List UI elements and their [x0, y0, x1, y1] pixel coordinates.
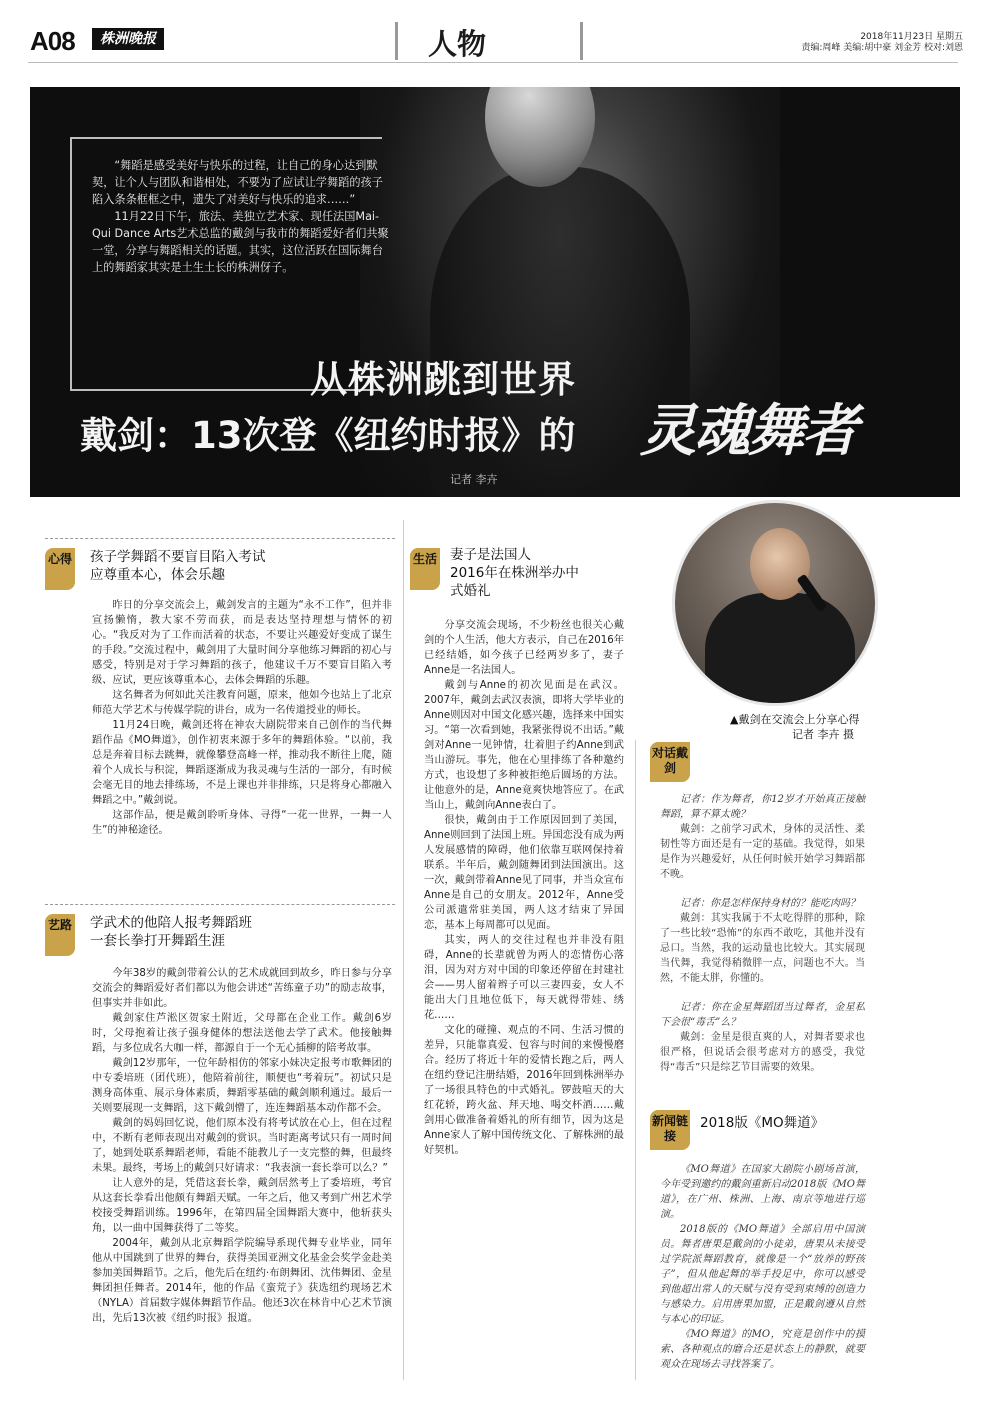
- paragraph: 戴剑12岁那年，一位年龄相仿的邻家小妹决定报考市歌舞团的中专委培班（团代班），他陪着前往，顺便也“考着玩”。初试只是测身高体重、展示身体素质，舞蹈零基础的戴剑顺利通过。最后一关则要展现一支舞蹈，这下戴剑懵了，连连舞蹈基本动作都不会。: [92, 1058, 392, 1114]
- paragraph: 戴剑家住芦淞区贺家土附近，父母都在企业工作。戴剑6岁时，父母抱着让孩子强身健体的想法送他去学了武术。他接触舞蹈，与多位成名大咖一样，都源自于一个无心插柳的陪考故事。: [92, 1013, 392, 1054]
- section-rule: [45, 538, 395, 540]
- masthead-logo: 株洲晚报: [92, 28, 164, 50]
- subhead-yilu: [90, 914, 390, 950]
- section-tag-xinwen: 新闻链接: [650, 1110, 690, 1150]
- headline-line2: 戴剑：13次登《纽约时报》的: [80, 414, 576, 457]
- paragraph: 《MO舞道》在国家大剧院小剧场首演，今年受到邀约的戴剑重新启动2018版《MO舞道》，在广州、株洲、上海、南京等地进行巡演。: [660, 1164, 865, 1220]
- subhead-line: 2016年在株洲举办中: [450, 565, 579, 581]
- reporter-byline: 记者 李卉: [450, 473, 498, 486]
- headline-line1: 从株洲跳到世界: [310, 358, 576, 401]
- subhead-line: 孩子学舞蹈不要盲目陷入考试: [90, 549, 266, 565]
- paragraph: 很快，戴剑由于工作原因回到了美国，Anne则回到了法国上班。异国恋没有成为两人发展感情的障碍，他们依靠互联网保持着联系。半年后，戴剑随舞团到法国演出。这一次，戴剑带着Anne见了同事，并当众宣布Anne是自己的女朋友。2012年，Anne受公司派遣常驻美国，两人这才结束了异国恋，基本上每周都可以见面。: [424, 815, 624, 931]
- portrait-photo: [672, 500, 878, 706]
- section-tag-shenghuo: 生活: [410, 548, 440, 590]
- header-rule: [28, 62, 958, 63]
- paragraph: 分享交流会现场，不少粉丝也很关心戴剑的个人生活，他大方表示，自己在2016年已经结婚，如今孩子已经两岁多了，妻子Anne是一名法国人。: [424, 620, 624, 676]
- section-tag-duihua: 对话戴剑: [650, 742, 690, 782]
- subhead-line: 应尊重本心，体会乐趣: [90, 567, 225, 583]
- subhead-line: 式婚礼: [450, 583, 491, 599]
- interview-answer: 戴剑：之前学习武术，身体的灵活性、柔韧性等方面还是有一定的基础。我觉得，如果是作为兴趣爱好，从任何时候开始学习舞蹈都不晚。: [660, 824, 865, 880]
- paragraph: 《MO舞道》的MO，究竟是创作中的摸索、各种观点的磨合还是状态上的静默，就要观众在现场去寻找答案了。: [660, 1329, 865, 1370]
- editor-credits: 责编:周峰 美编:胡中豪 刘金芳 校对:刘恩: [801, 43, 963, 53]
- interview-question: 记者：作为舞者，你12岁才开始真正接触舞蹈，算不算太晚？: [660, 794, 865, 820]
- section-tag-yilu: 艺路: [45, 914, 75, 956]
- paragraph: 文化的碰撞、观点的不同、生活习惯的差异，只能靠真爱、包容与时间的来慢慢磨合。经历了将近十年的爱情长跑之后，两人在纽约登记注册结婚，2016年回到株洲举办了一场很具特色的中式婚礼。锣鼓喧天的大红花轿，跨火盆、拜天地、喝交杯酒……戴剑用心做准备着婚礼的所有细节，因为这是Anne家人了解中国传统文化、了解株洲的最好契机。: [424, 1025, 624, 1156]
- hero-banner: [30, 87, 960, 497]
- paragraph: 昨日的分享交流会上，戴剑发言的主题为“永不工作”，但并非宣扬懒惰，教大家不劳而获，而是表达坚持理想与情怀的初心。“我反对为了工作而活着的状态，不要让兴趣爱好变成了谋生的手段。”交流过程中，戴剑用了大量时间分享他练习舞蹈的初心与感受，特别是对于学习舞蹈的孩子，他建议千万不要盲目陷入考级、应试，更应该尊重本心，去体会舞蹈的乐趣。: [92, 600, 392, 686]
- column-divider: [403, 520, 404, 1380]
- intro-lede: 11月22日下午，旅法、美独立艺术家、现任法国Mai-Qui Dance Arts艺术总监的戴剑与我市的舞蹈爱好者们共聚一堂，分享与舞蹈相关的话题。其实，这位活跃在国际舞台上的舞蹈家其实是土生土长的株洲伢子。: [92, 210, 389, 274]
- subhead-shenghuo: [450, 546, 630, 600]
- body-yilu: [92, 966, 392, 1326]
- column-divider: [635, 740, 636, 1380]
- spacer: [660, 986, 865, 1000]
- body-xinwen: [660, 1162, 865, 1372]
- section-tag-xinde: 心得: [45, 548, 75, 590]
- photo-caption: ▲戴剑在交流会上分享心得: [730, 713, 860, 726]
- page-number: A08: [30, 26, 75, 56]
- subhead-xinde: [90, 548, 390, 584]
- date-line: [801, 32, 963, 54]
- paragraph: 这名舞者为何如此关注教育问题，原来，他如今也站上了北京师范大学艺术与传媒学院的讲台，成为一名传道授业的师长。: [92, 690, 392, 716]
- header-divider: [580, 22, 583, 60]
- issue-date: 2018年11月23日 星期五: [860, 32, 963, 42]
- paragraph: 戴剑的妈妈回忆说，他们原本没有将考试放在心上，但在过程中，不断有老师表现出对戴剑的赏识。当时距离考试只有一周时间了，她到处联系舞蹈老师，看能不能教儿子一支完整的舞，但最终未果。最终，考场上的戴剑只好请求：“我表演一套长拳可以么？”: [92, 1118, 392, 1174]
- spacer: [660, 882, 865, 896]
- paragraph: 11月24日晚，戴剑还将在神农大剧院带来自己创作的当代舞蹈作品《MO舞道》，创作初衷来源于多年的舞蹈体验。“以前，我总是奔着目标去跳舞，就像攀登高峰一样，推动我不断往上爬，随着个人成长与积淀，舞蹈逐渐成为我灵魂与生活的一部分，有时候会毫无目的地去排练场，不是上课也并非排练，只是将身心都融入舞蹈之中。”戴剑说。: [92, 720, 392, 806]
- section-title: 人物: [428, 27, 487, 61]
- subhead-line: 一套长拳打开舞蹈生涯: [90, 933, 225, 949]
- paragraph: 今年38岁的戴剑带着公认的艺术成就回到故乡，昨日参与分享交流会的舞蹈爱好者们都以为他会讲述“苦练童子功”的励志故事，但事实并非如此。: [92, 968, 392, 1009]
- paragraph: 2018版的《MO舞道》全部启用中国演员。舞者唐果是戴剑的小徒弟，唐果从未接受过学院派舞蹈教育，就像是一个“放养的野孩子”，但从他起舞的举手投足中，你可以感受到他超出常人的天赋与没有受到束缚的创造力与感染力。启用唐果加盟，正是戴剑遵从自然与本心的印证。: [660, 1224, 865, 1325]
- portrait-head: [750, 528, 810, 600]
- headline-calligraphy: 灵魂舞者: [640, 398, 856, 464]
- interview-question: 记者：你在金星舞蹈团当过舞者，金星私下会很“毒舌”么？: [660, 1002, 865, 1028]
- hero-intro: [92, 157, 392, 276]
- body-shenghuo: [424, 618, 624, 1158]
- interview-answer: 戴剑：其实我属于不太吃得胖的那种，除了一些比较“恐怖”的东西不敢吃，其他并没有忌口。当然，我的运动量也比较大。其实展现当代舞，我觉得稍微胖一点，问题也不大。当然，不能太胖，你懂的。: [660, 913, 865, 984]
- paragraph: 让人意外的是，凭借这套长拳，戴剑居然考上了委培班，考官从这套长拳看出他颇有舞蹈天赋。一年之后，他又考到广州艺术学校接受舞蹈训练。1996年，在第四届全国舞蹈大赛中，他斩获头角，以一曲中国舞获得了二等奖。: [92, 1178, 392, 1234]
- paragraph: 2004年，戴剑从北京舞蹈学院编导系现代舞专业毕业，同年他从中国跳到了世界的舞台，获得美国亚洲文化基金会奖学金赴美参加美国舞蹈节。之后，他先后在纽约·布朗舞团、沈伟舞团、金星舞团担任舞者。2014年，他的作品《蛮荒子》获选纽约现场艺术（NYLA）首届数字媒体舞蹈节作品。他还3次在林肯中心艺术节演出，先后13次被《纽约时报》报道。: [92, 1238, 392, 1324]
- subhead-line: 妻子是法国人: [450, 547, 531, 563]
- photo-credit: 记者 李卉 摄: [792, 728, 854, 741]
- body-xinde: [92, 598, 392, 838]
- portrait-body: [705, 593, 855, 706]
- paragraph: 戴剑与Anne的初次见面是在武汉。2007年，戴剑去武汉表演，即将大学毕业的Anne则因对中国文化感兴趣，选择来中国实习。“第一次看到她，我紧张得说不出话。”戴剑对Anne一见钟情，壮着胆子约Anne到武当山游玩。事先，他在心里排练了各种邀约方式，也设想了多种被拒绝后圆场的方法。让他意外的是，Anne竟爽快地答应了。在武当山上，戴剑向Anne表白了。: [424, 680, 624, 811]
- section-rule: [45, 904, 395, 906]
- subhead-line: 学武术的他陪人报考舞蹈班: [90, 915, 252, 931]
- body-duihua: [660, 792, 865, 1075]
- interview-question: 记者：你是怎样保持身材的？能吃肉吗？: [680, 898, 860, 909]
- header-divider: [395, 22, 398, 60]
- paragraph: 其实，两人的交往过程也并非没有阻碍，Anne的长辈就曾为两人的恋情伤心落泪，因为对方对中国的印象还停留在封建社会——男人留着辫子可以三妻四妾，女人不能出大门且地位低下，每天就得带娃、绣花……: [424, 935, 624, 1021]
- interview-answer: 戴剑：金星是很直爽的人，对舞者要求也很严格，但说话会很考虑对方的感受，我觉得“毒舌”只是综艺节目需要的效果。: [660, 1032, 865, 1073]
- subhead-xinwen: 2018版《MO舞道》: [700, 1115, 825, 1131]
- intro-quote: “舞蹈是感受美好与快乐的过程，让自己的身心达到默契，让个人与团队和谐相处，不要为了应试让学舞蹈的孩子陷入条条框框之中，遗失了对美好与快乐的追求……”: [92, 159, 383, 206]
- paragraph: 这部作品，便是戴剑聆听身体、寻得“一花一世界，一舞一人生”的神秘途径。: [92, 810, 392, 836]
